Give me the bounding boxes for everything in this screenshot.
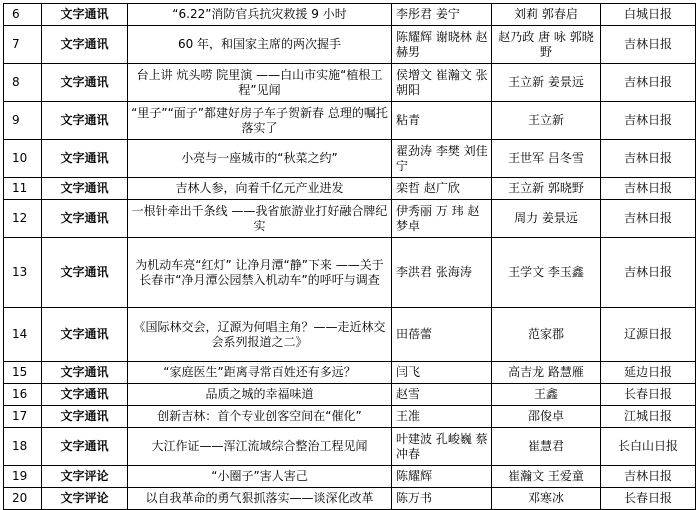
authors: 李彤君 姜宁 <box>392 4 492 26</box>
authors: 栾哲 赵广欣 <box>392 178 492 200</box>
row-number: 11 <box>4 178 42 200</box>
editors: 邵俊卓 <box>492 406 601 428</box>
work-title: 吉林人参，向着千亿元产业进发 <box>128 178 392 200</box>
publication: 长春日报 <box>601 488 696 510</box>
table-row <box>4 488 696 510</box>
editors: 王学文 李玉鑫 <box>492 238 601 308</box>
row-number: 9 <box>4 102 42 140</box>
publication: 吉林日报 <box>601 466 696 488</box>
editors: 刘莉 郭春启 <box>492 4 601 26</box>
authors: 侯增文 崔瀚文 张朝阳 <box>392 64 492 102</box>
publication: 白城日报 <box>601 4 696 26</box>
award-category: 文字通讯 <box>42 102 128 140</box>
authors: 王准 <box>392 406 492 428</box>
table-row <box>4 362 696 384</box>
editors: 王鑫 <box>492 384 601 406</box>
table-row <box>4 140 696 178</box>
row-number: 7 <box>4 26 42 64</box>
editors: 王立新 郭晓野 <box>492 178 601 200</box>
table-row <box>4 406 696 428</box>
authors: 粘青 <box>392 102 492 140</box>
editors: 崔慧君 <box>492 428 601 466</box>
authors: 陈万书 <box>392 488 492 510</box>
award-category: 文字通讯 <box>42 308 128 362</box>
row-number: 15 <box>4 362 42 384</box>
editors: 王立新 <box>492 102 601 140</box>
table-row <box>4 64 696 102</box>
award-category: 文字通讯 <box>42 406 128 428</box>
table-row <box>4 466 696 488</box>
authors: 闫飞 <box>392 362 492 384</box>
table-row <box>4 200 696 238</box>
work-title: 台上讲 炕头唠 院里演 ——白山市实施“植根工程”见闻 <box>128 64 392 102</box>
publication: 长春日报 <box>601 384 696 406</box>
publication: 吉林日报 <box>601 26 696 64</box>
editors: 高吉龙 路慧雁 <box>492 362 601 384</box>
authors: 叶建波 孔峻巍 蔡冲春 <box>392 428 492 466</box>
award-category: 文字评论 <box>42 488 128 510</box>
row-number: 12 <box>4 200 42 238</box>
row-number: 13 <box>4 238 42 308</box>
work-title: 以自我革命的勇气狠抓落实——谈深化改革 <box>128 488 392 510</box>
editors: 王世军 吕冬雪 <box>492 140 601 178</box>
row-number: 16 <box>4 384 42 406</box>
authors: 伊秀丽 万 玮 赵梦卓 <box>392 200 492 238</box>
table-row <box>4 26 696 64</box>
table-row <box>4 4 696 26</box>
table-row <box>4 238 696 308</box>
work-title: 为机动车亮“红灯” 让净月潭“静”下来 ——关于长春市“净月潭公园禁入机动车”的呼吁与调查 <box>128 238 392 308</box>
authors: 李洪君 张海涛 <box>392 238 492 308</box>
award-category: 文字通讯 <box>42 384 128 406</box>
editors: 赵乃政 唐 咏 郭晓野 <box>492 26 601 64</box>
editors: 邓寒冰 <box>492 488 601 510</box>
award-category: 文字通讯 <box>42 238 128 308</box>
awards-table <box>3 3 696 510</box>
award-category: 文字通讯 <box>42 26 128 64</box>
editors: 王立新 姜景远 <box>492 64 601 102</box>
work-title: 小亮与一座城市的“秋菜之约” <box>128 140 392 178</box>
row-number: 8 <box>4 64 42 102</box>
table-row <box>4 308 696 362</box>
publication: 江城日报 <box>601 406 696 428</box>
publication: 吉林日报 <box>601 238 696 308</box>
table-row <box>4 178 696 200</box>
publication: 吉林日报 <box>601 178 696 200</box>
authors: 赵雪 <box>392 384 492 406</box>
row-number: 19 <box>4 466 42 488</box>
award-category: 文字通讯 <box>42 428 128 466</box>
row-number: 14 <box>4 308 42 362</box>
publication: 吉林日报 <box>601 102 696 140</box>
award-category: 文字通讯 <box>42 362 128 384</box>
work-title: “里子”“面子”都建好房子车子贺新春 总理的嘱托落实了 <box>128 102 392 140</box>
work-title: “家庭医生”距离寻常百姓还有多远？ <box>128 362 392 384</box>
work-title: 创新吉林：首个专业创客空间在“催化” <box>128 406 392 428</box>
authors: 翟劲涛 李樊 刘佳宁 <box>392 140 492 178</box>
row-number: 18 <box>4 428 42 466</box>
award-category: 文字通讯 <box>42 200 128 238</box>
row-number: 17 <box>4 406 42 428</box>
row-number: 6 <box>4 4 42 26</box>
work-title: 《国际林交会，辽源为何唱主角？——走近林交会系列报道之二》 <box>128 308 392 362</box>
editors: 范家郡 <box>492 308 601 362</box>
publication: 吉林日报 <box>601 200 696 238</box>
publication: 吉林日报 <box>601 64 696 102</box>
row-number: 10 <box>4 140 42 178</box>
award-category: 文字通讯 <box>42 178 128 200</box>
table-row <box>4 428 696 466</box>
publication: 辽源日报 <box>601 308 696 362</box>
publication: 长白山日报 <box>601 428 696 466</box>
authors: 陈耀辉 谢晓林 赵赫男 <box>392 26 492 64</box>
award-category: 文字通讯 <box>42 64 128 102</box>
editors: 崔瀚文 王爱童 <box>492 466 601 488</box>
table-row <box>4 384 696 406</box>
work-title: “小圈子”害人害己 <box>128 466 392 488</box>
work-title: 品质之城的幸福味道 <box>128 384 392 406</box>
award-category: 文字通讯 <box>42 4 128 26</box>
award-category: 文字评论 <box>42 466 128 488</box>
editors: 周力 姜景远 <box>492 200 601 238</box>
row-number: 20 <box>4 488 42 510</box>
authors: 陈耀辉 <box>392 466 492 488</box>
publication: 吉林日报 <box>601 140 696 178</box>
work-title: “6.22”消防官兵抗灾救援 9 小时 <box>128 4 392 26</box>
authors: 田蓓蕾 <box>392 308 492 362</box>
publication: 延边日报 <box>601 362 696 384</box>
work-title: 60 年，和国家主席的两次握手 <box>128 26 392 64</box>
work-title: 大江作证——浑江流域综合整治工程见闻 <box>128 428 392 466</box>
table-row <box>4 102 696 140</box>
award-category: 文字通讯 <box>42 140 128 178</box>
work-title: 一根针牵出千条线 ——我省旅游业打好融合牌纪实 <box>128 200 392 238</box>
